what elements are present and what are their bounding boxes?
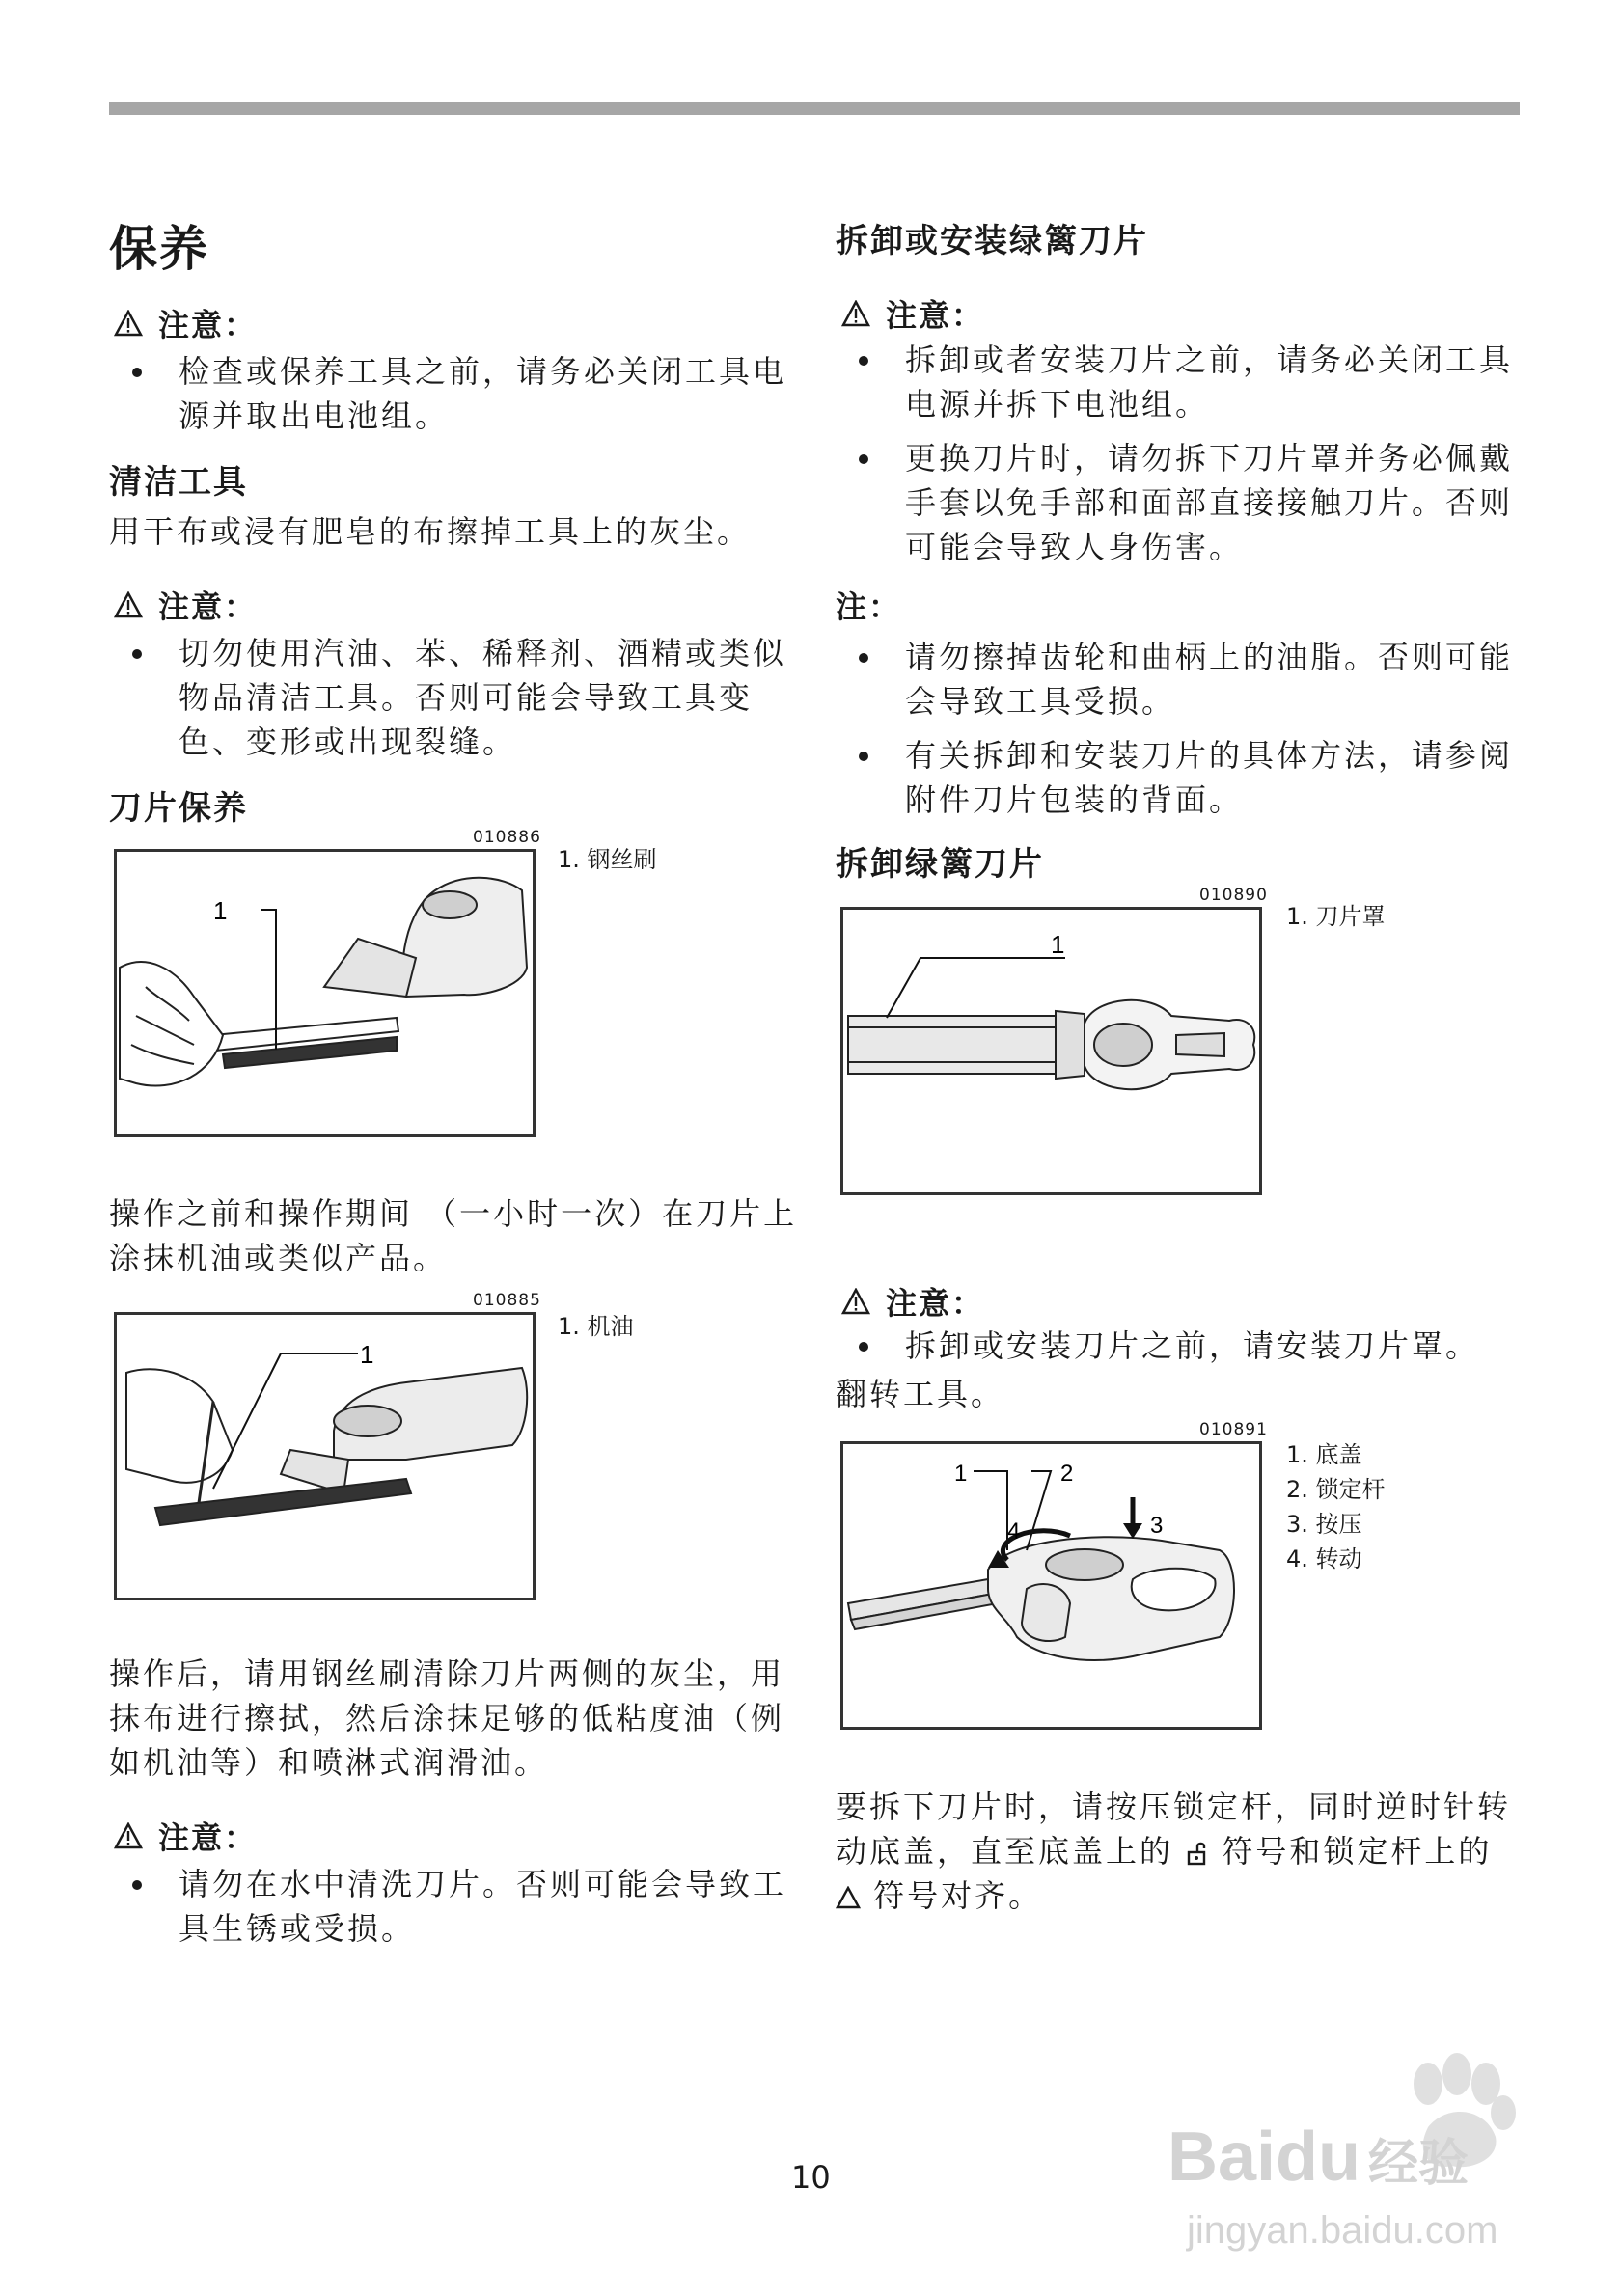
figure-code: 010890 [1199, 886, 1268, 905]
watermark-brand: Baidu 经验 [1168, 2118, 1470, 2196]
watermark-url: jingyan.baidu.com [1187, 2209, 1498, 2252]
warning-triangle-icon [114, 310, 143, 337]
remove-blade-heading: 拆卸绿篱刀片 [836, 845, 1044, 884]
figure-callout: 1 [1051, 930, 1065, 959]
caution-item: 拆卸或安装刀片之前，请安装刀片罩。 [836, 1324, 1530, 1368]
legend-item: 1. 机油 [558, 1313, 634, 1340]
figure-legend [558, 1309, 634, 1344]
unlock-icon [1186, 1840, 1209, 1867]
caution-heading [114, 583, 257, 627]
caution-item: 更换刀片时，请勿拆下刀片罩并务必佩戴手套以免手部和面部直接接触刀片。否则可能会导致人身伤害。 [836, 436, 1530, 569]
note-item: 请勿擦掉齿轮和曲柄上的油脂。否则可能会导致工具受损。 [836, 635, 1530, 724]
final-text-c: 符号对齐。 [873, 1877, 1043, 1914]
note-list [836, 635, 1530, 832]
caution-heading [841, 1279, 984, 1324]
figure-legend [1286, 899, 1386, 934]
caution-list [109, 349, 804, 448]
figure-code: 010891 [1199, 1420, 1268, 1439]
figure-legend [1286, 1437, 1386, 1576]
figure-code: 010886 [473, 828, 541, 847]
figure-legend [558, 842, 657, 877]
caution-label: 注意： [158, 307, 258, 343]
caution-heading [114, 301, 257, 345]
caution-item: 拆卸或者安装刀片之前，请务必关闭工具电源并拆下电池组。 [836, 338, 1530, 426]
legend-item: 3. 按压 [1286, 1511, 1362, 1538]
figure-callout: 4 [1007, 1518, 1021, 1544]
page-number: 10 [791, 2159, 831, 2196]
final-instruction-text [836, 1785, 1530, 1918]
figure-wire-brush [114, 849, 536, 1137]
wire-brush-illustration [117, 852, 533, 1134]
flip-tool-text: 翻转工具。 [836, 1376, 1005, 1412]
triangle-icon [836, 1886, 861, 1909]
caution-item: 请勿在水中清洗刀片。否则可能会导致工具生锈或受损。 [109, 1862, 804, 1951]
caution-label: 注意： [886, 1285, 985, 1322]
oil-application-illustration [117, 1315, 533, 1598]
blade-heading: 拆卸或安装绿篱刀片 [836, 222, 1148, 260]
figure-blade-cover [840, 907, 1262, 1195]
figure-code: 010885 [473, 1291, 541, 1310]
warning-triangle-icon [114, 1822, 143, 1849]
blade-care-heading: 刀片保养 [109, 789, 248, 828]
cleaning-text: 用干布或浸有肥皂的布擦掉工具上的灰尘。 [109, 513, 752, 550]
blade-cover-illustration [843, 910, 1259, 1192]
figure-callout: 1 [360, 1340, 374, 1369]
warning-triangle-icon [841, 300, 870, 327]
baidu-watermark [1168, 2031, 1534, 2272]
warning-triangle-icon [841, 1288, 870, 1315]
bottom-cover-illustration [843, 1444, 1259, 1727]
caution-heading [114, 1814, 257, 1858]
legend-item: 1. 钢丝刷 [558, 846, 657, 873]
caution-item: 切勿使用汽油、苯、稀释剂、酒精或类似物品清洁工具。否则可能会导致工具变色、变形或出现裂缝。 [109, 631, 804, 764]
section-title: 保养 [109, 221, 209, 277]
caution-item: 检查或保养工具之前，请务必关闭工具电源并取出电池组。 [109, 349, 804, 438]
note-label: 注： [836, 588, 902, 625]
figure-callout: 1 [213, 896, 228, 925]
after-operation-text: 操作后，请用钢丝刷清除刀片两侧的灰尘，用抹布进行擦拭，然后涂抹足够的低粘度油（例如机油等）和喷淋式润滑油。 [109, 1655, 785, 1781]
caution-list [836, 1324, 1530, 1378]
final-text-b: 符号和锁定杆上的 [1222, 1833, 1493, 1870]
caution-list [836, 338, 1530, 579]
caution-label: 注意： [158, 1819, 258, 1856]
caution-list [109, 631, 804, 774]
caution-heading [841, 291, 984, 336]
legend-item: 1. 刀片罩 [1286, 903, 1386, 930]
figure-callout: 3 [1150, 1513, 1164, 1539]
figure-bottom-cover [840, 1441, 1262, 1730]
cleaning-heading: 清洁工具 [109, 463, 248, 502]
figure-callout: 1 [954, 1461, 968, 1487]
oil-before-text: 操作之前和操作期间 （一小时一次）在刀片上涂抹机油或类似产品。 [109, 1195, 798, 1276]
top-rule [109, 102, 1520, 115]
legend-item: 1. 底盖 [1286, 1441, 1362, 1468]
final-text-a: 要拆下刀片时，请按压锁定杆，同时逆时针转动底盖，直至底盖上的 [836, 1789, 1512, 1870]
warning-triangle-icon [114, 591, 143, 618]
figure-callout: 2 [1060, 1461, 1074, 1487]
caution-label: 注意： [158, 588, 258, 625]
legend-item: 4. 转动 [1286, 1545, 1362, 1572]
figure-machine-oil [114, 1312, 536, 1600]
note-item: 有关拆卸和安装刀片的具体方法，请参阅附件刀片包装的背面。 [836, 733, 1530, 822]
caution-list [109, 1862, 804, 1960]
legend-item: 2. 锁定杆 [1286, 1476, 1386, 1503]
caution-label: 注意： [886, 297, 985, 334]
note-heading [836, 583, 901, 627]
